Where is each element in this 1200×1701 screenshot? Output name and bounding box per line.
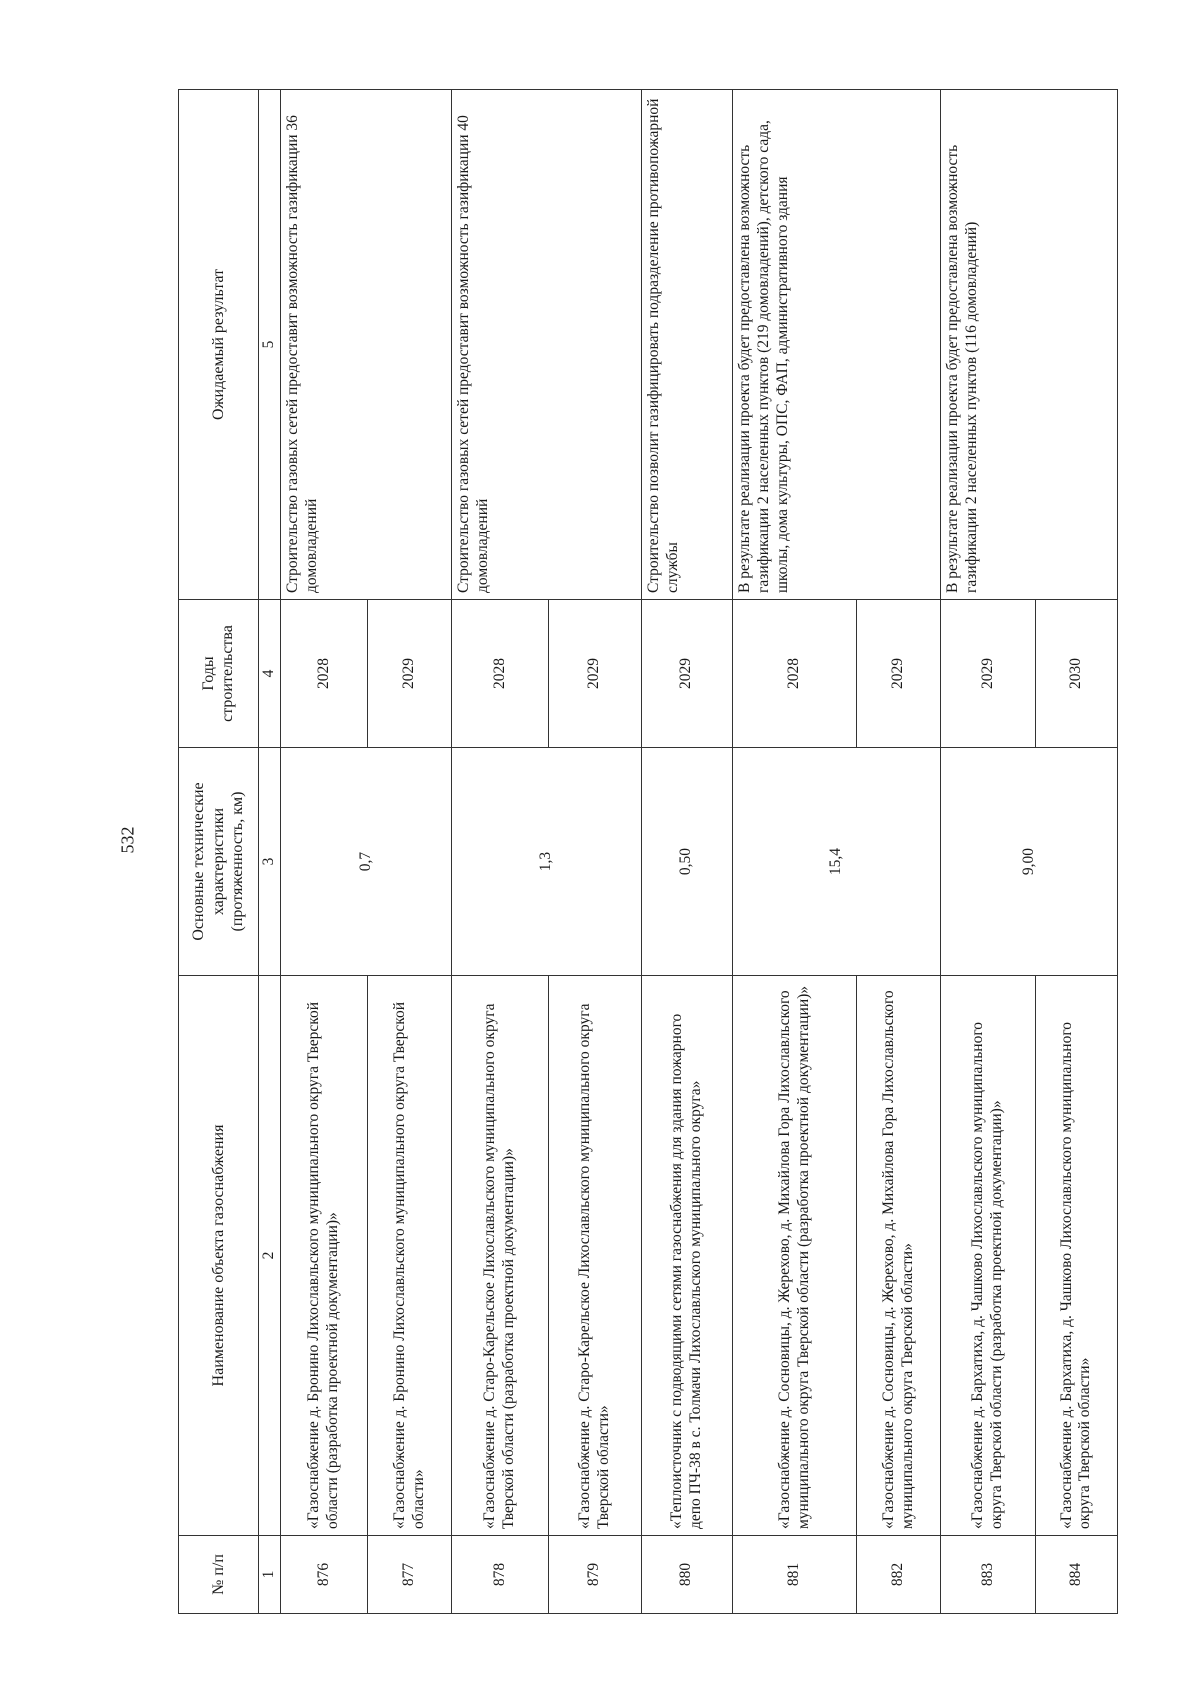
construction-year: 2028 (733, 600, 857, 748)
construction-year: 2028 (452, 600, 549, 748)
row-number: 877 (368, 1536, 452, 1614)
row-number: 883 (941, 1536, 1036, 1614)
header-tech: Основные технические характеристики (протяженность, км) (179, 748, 259, 976)
expected-result: Строительство газовых сетей предоставит возможность газификации 40 домовладений (452, 90, 641, 600)
row-number: 882 (857, 1536, 941, 1614)
construction-year: 2029 (549, 600, 642, 748)
row-number: 876 (280, 1536, 367, 1614)
table-header-row (179, 90, 259, 1614)
row-number: 881 (733, 1536, 857, 1614)
header-name: Наименование объекта газоснабжения (179, 976, 259, 1536)
length-value: 0,7 (280, 748, 451, 976)
expected-result: В результате реализации проекта будет предоставлена возможность газификации 2 населенных пунктов (219 домовладений), детского сада, школы, дома культуры, ОПС, ФАП, административного здания (733, 90, 941, 600)
col-number: 1 (258, 1536, 280, 1614)
object-name: «Газоснабжение д. Бронино Лихославльского муниципального округа Тверской области» (368, 976, 452, 1536)
table-row (733, 90, 857, 1614)
rotated-table-wrapper (178, 90, 1118, 1614)
construction-year: 2030 (1035, 600, 1117, 748)
length-value: 9,00 (941, 748, 1118, 976)
header-years: Годы строительства (179, 600, 259, 748)
object-name: «Газоснабжение д. Сосновицы, д. Жерехово, д. Михайлова Гора Лихославльского муниципального округа Тверской области» (857, 976, 941, 1536)
page-number: 532 (117, 826, 138, 854)
col-number: 3 (258, 748, 280, 976)
table-row (941, 90, 1036, 1614)
col-number: 5 (258, 90, 280, 600)
object-name: «Газоснабжение д. Бархатиха, д. Чашково Лихославльского муниципального округа Тверской области (разработка проектной документации)» (941, 976, 1036, 1536)
length-value: 15,4 (733, 748, 941, 976)
construction-year: 2029 (368, 600, 452, 748)
length-value: 0,50 (641, 748, 732, 976)
construction-year: 2029 (641, 600, 732, 748)
header-result: Ожидаемый результат (179, 90, 259, 600)
table-row (641, 90, 732, 1614)
row-number: 878 (452, 1536, 549, 1614)
row-number: 880 (641, 1536, 732, 1614)
object-name: «Газоснабжение д. Сосновицы, д. Жерехово, д. Михайлова Гора Лихославльского муниципального округа Тверской области (разработка проектной документации)» (733, 976, 857, 1536)
expected-result: В результате реализации проекта будет предоставлена возможность газификации 2 населенных пунктов (116 домовладений) (941, 90, 1118, 600)
length-value: 1,3 (452, 748, 641, 976)
expected-result: Строительство позволит газифицировать подразделение противопожарной службы (641, 90, 732, 600)
object-name: «Газоснабжение д. Бронино Лихославльского муниципального округа Тверской области (разработка проектной документации)» (280, 976, 367, 1536)
expected-result: Строительство газовых сетей предоставит возможность газификации 36 домовладений (280, 90, 451, 600)
table-row (280, 90, 367, 1614)
row-number: 879 (549, 1536, 642, 1614)
construction-year: 2029 (941, 600, 1036, 748)
col-number: 4 (258, 600, 280, 748)
column-number-row (258, 90, 280, 1614)
table-row (452, 90, 549, 1614)
object-name: «Газоснабжение д. Старо-Карельское Лихославльского муниципального округа Тверской области» (549, 976, 642, 1536)
object-name: «Газоснабжение д. Бархатиха, д. Чашково Лихославльского муниципального округа Тверской области» (1035, 976, 1117, 1536)
col-number: 2 (258, 976, 280, 1536)
object-name: «Газоснабжение д. Старо-Карельское Лихославльского муниципального округа Тверской области (разработка проектной документации)» (452, 976, 549, 1536)
object-name: «Теплоисточник с подводящими сетями газоснабжения для здания пожарного депо ПЧ-38 в с. Толмачи Лихославльского муниципального округа» (641, 976, 732, 1536)
construction-year: 2029 (857, 600, 941, 748)
gas-supply-table (178, 89, 1118, 1614)
construction-year: 2028 (280, 600, 367, 748)
row-number: 884 (1035, 1536, 1117, 1614)
header-num: № п/п (179, 1536, 259, 1614)
